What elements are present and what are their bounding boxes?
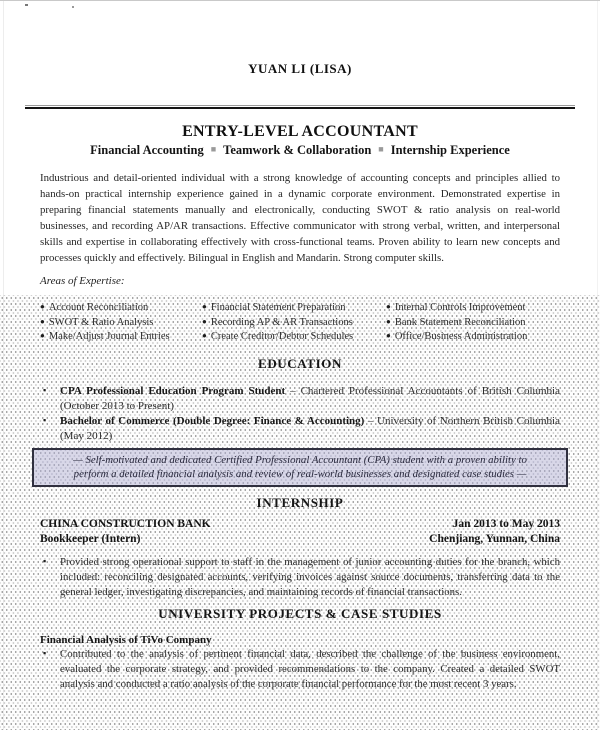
scan-speck [72,6,74,8]
expertise-column-1 [40,300,202,344]
education-list [40,384,560,444]
company-name: CHINA CONSTRUCTION BANK [40,517,211,530]
expertise-item-label: Office/Business Administration [394,331,528,342]
scan-speck [25,4,28,6]
expertise-columns [40,300,560,344]
expertise-item [386,315,560,330]
expertise-column-2 [202,300,386,344]
dot-bullet-icon: ● [386,331,391,340]
expertise-item [202,315,386,330]
expertise-item-label: SWOT & Ratio Analysis [48,316,154,328]
expertise-item [386,300,560,315]
expertise-item-label: Internal Controls Improvement [394,302,526,313]
dot-bullet-icon: ● [386,316,391,326]
expertise-item [202,329,386,344]
section-heading-internship: INTERNSHIP [256,494,344,510]
square-bullet-icon: ▪ [43,555,47,566]
internship-dates: Jan 2013 to May 2013 [452,517,560,530]
education-item [40,384,560,414]
education-item [40,414,560,444]
section-heading-education: EDUCATION [258,355,342,371]
internship-location: Chenjiang, Yunnan, China [429,532,560,545]
square-bullet-icon: ▪ [43,414,47,425]
summary-paragraph: Industrious and detail-oriented individual with a strong knowledge of accounting concepts and principles allied to hands-on practical internship experience gained in a dynamic corporate environment. Demonstrated expertise in preparing financial statements manually and electronically, conducting SWOT & ratio analysis on real-world businesses, and recording AP/AR transactions. Effective communicator with strong verbal, written, and interpersonal skills and expertise in collaborating effectively with cross-functional teams. Proven ability to learn new concepts and processes quickly and effectively. Bilingual in English and Mandarin. Strong computer skills. [40,172,560,264]
expertise-item-label: Create Creditor/Debtor Schedules [210,331,354,342]
square-bullet-icon: ▪ [43,384,47,395]
project-bullets [40,647,560,692]
header-rule [25,105,575,109]
areas-of-expertise-label: Areas of Expertise: [40,275,125,287]
internship-company-row [40,517,560,532]
square-separator-icon: ■ [210,144,217,154]
expertise-item [40,300,202,315]
education-detail: – Chartered Professional Accountants of British Columbia (October 2013 to Present) [60,384,560,412]
dot-bullet-icon: ● [40,302,45,311]
expertise-item [40,329,202,344]
internship-header [40,517,560,547]
expertise-item [202,300,386,315]
dot-bullet-icon: ● [202,331,207,340]
subtitle [40,143,560,158]
square-bullet-icon: ▪ [43,647,47,658]
expertise-item-label: Make/Adjust Journal Entries [48,331,170,342]
subtitle-part: Internship Experience [390,143,510,157]
scan-edge-left [3,1,4,730]
expertise-item-label: Account Reconciliation [48,302,149,313]
expertise-item-label: Bank Statement Reconciliation [394,316,526,328]
square-separator-icon: ■ [378,144,384,154]
expertise-item [386,329,560,344]
expertise-item [40,315,202,330]
project-title: Financial Analysis of TiVo Company [40,633,212,646]
page-title: ENTRY-LEVEL ACCOUNTANT [182,123,418,140]
education-detail: – University of Northern British Columbia (May 2012) [60,414,560,442]
scanned-texture-area [0,295,600,730]
dot-bullet-icon: ● [202,316,207,326]
internship-bullets [40,555,560,600]
dot-bullet-icon: ● [40,331,45,340]
subtitle-part: Financial Accounting [90,143,204,157]
education-degree: Bachelor of Commerce (Double Degree: Finance & Accounting) [60,414,365,427]
internship-bullet [40,555,560,600]
dot-bullet-icon: ● [202,302,207,311]
subtitle-part: Teamwork & Collaboration [223,143,372,157]
profile-quote-box: — Self-motivated and dedicated Certified Professional Accountant (CPA) student with a proven ability to perform a detailed financial analysis and review of real-world businesses and designated case studies — [32,448,568,487]
internship-role-row [40,532,560,547]
header-area [0,61,600,287]
project-bullet-text: Contributed to the analysis of pertinent financial data, described the challenge of the business environment, evaluated the corporate strategy, and provided recommendations to the company. Created a detailed SWOT analysis and conducted a ratio analysis of the corporate financial performance for the most recent 3 years. [60,647,560,690]
dot-bullet-icon: ● [386,302,391,311]
expertise-item-label: Financial Statement Preparation [210,302,346,313]
candidate-name: YUAN LI (LISA) [248,61,352,76]
expertise-column-3 [386,300,560,344]
project-bullet [40,647,560,692]
section-heading-projects: UNIVERSITY PROJECTS & CASE STUDIES [158,605,442,621]
dot-bullet-icon: ● [40,316,45,326]
expertise-item-label: Recording AP & AR Transactions [210,316,353,328]
education-degree: CPA Professional Education Program Student [60,384,286,397]
internship-bullet-text: Provided strong operational support to staff in the management of junior accounting duties for the branch, which included: reconciling designated accounts, verifying invoices against source documents, transferring data to the general ledger, investigating discrepancies, and maintaining records of financial transactions. [60,555,560,598]
scan-edge-right [597,1,598,730]
job-title: Bookkeeper (Intern) [40,532,141,545]
